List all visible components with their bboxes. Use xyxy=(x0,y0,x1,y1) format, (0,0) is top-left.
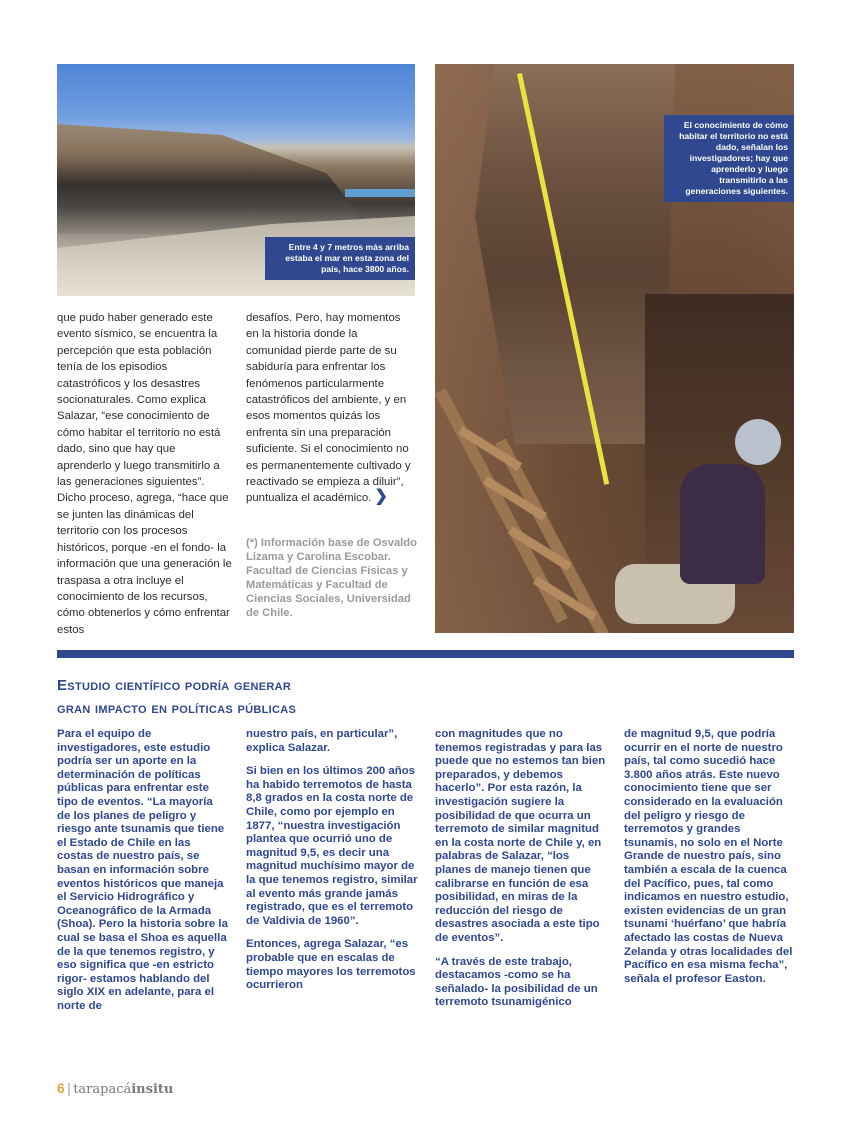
section-divider xyxy=(57,650,794,658)
excavation-photo-caption: El conocimiento de cómo habitar el territorio no está dado, señalan los investigadores; hay que aprenderlo y luego transmitirlo a las generaciones siguientes. xyxy=(664,115,794,202)
lower-paragraph: Entonces, agrega Salazar, “es probable que en escalas de tiempo mayores los terremotos ocurrieron xyxy=(246,938,416,992)
lower-column-4 xyxy=(624,728,796,996)
lower-paragraph: con magnitudes que no tenemos registradas y para las puede que no estemos tan bien preparados, y debemos hacerlo”. Por esta razón, la investigación sugiere la posibilidad de que ocurra un terremoto de similar magnitud en la costa norte de Chile y, en palabras de Salazar, “los planes de manejo tienen que calibrarse en función de esa posibilidad, en miras de la reducción del riesgo de desastres asociada a este tipo de eventos”. xyxy=(435,728,606,944)
lower-paragraph: nuestro país, en particular”, explica Salazar. xyxy=(246,728,398,754)
end-of-article-arrow-icon: ❯ xyxy=(374,488,388,506)
section-heading xyxy=(57,674,477,720)
article-paragraph xyxy=(246,310,416,507)
cliff-strata xyxy=(57,124,357,234)
footer-separator: | xyxy=(66,1082,72,1097)
researcher-hat xyxy=(735,419,781,465)
brand-suffix: insitu xyxy=(131,1082,174,1097)
article-paragraph-text: desafíos. Pero, hay momentos en la historia donde la comunidad pierde parte de su sabiduría para enfrentar los fenómenos particularmente catastróficos del ambiente, y en esos momentos quizás los enfrenta sin una preparación suficiente. Si el conocimiento no es permanentemente cultivado y reactivado se empieza a diluir”, puntualiza el académico. xyxy=(246,312,411,505)
lower-paragraph: “A través de este trabajo, destacamos -como se ha señalado- la posibilidad de un terremoto tsunamigénico xyxy=(435,955,598,1009)
lower-paragraph: de magnitud 9,5, que podría ocurrir en el norte de nuestro país, tal como sucedió hace 3.800 años atrás. Este nuevo conocimiento tiene que ser considerado en la evaluación del peligro y riesgo de terremotos y grandes tsunamis, no solo en el Norte Grande de nuestro país, sino también a escala de la cuenca del Pacífico, pues, tal como indicamos en nuestro estudio, existen evidencias de un gran tsunami ‘huérfano’ que habría afectado las costas de Nueva Zelanda y otras localidades del Pacífico en esa misma fecha”, señala el profesor Easton. xyxy=(624,728,793,985)
cliff-photo-caption: Entre 4 y 7 metros más arriba estaba el mar en esta zona del país, hace 3800 años. xyxy=(265,237,415,280)
researcher-figure xyxy=(680,464,765,584)
lower-column-3 xyxy=(435,728,607,1020)
section-heading-line: gran impacto en políticas públicas xyxy=(57,700,297,717)
lower-paragraph: Si bien en los últimos 200 años ha habido terremotos de hasta 8,8 grados en la costa norte de Chile, como por ejemplo en 1877, “nuestra investigación plantea que ocurrió uno de magnitud 9,5, es decir una magnitud muchísimo mayor de la que tenemos registro, similar al evento más grande jamás registrado, que es el terremoto de Valdivia de 1960”. xyxy=(246,765,418,927)
brand-prefix: tarapacá xyxy=(73,1082,132,1097)
article-paragraph: que pudo haber generado este evento sísmico, se encuentra la percepción que esta población tenía de los episodios catastróficos y los desastres socionaturales. Como explica Salazar, “ese conocimiento de cómo habitar el territorio no está dado, sino que hay que aprenderlo y luego transmitirlo a las generaciones siguientes”. Dicho proceso, agrega, “hace que se junten las dinámicas del territorio con los procesos históricos, porque -en el fondo- la información que una generación le traspasa a otra incluye el conocimiento de los recursos, cómo obtenerlos y cómo enfrentar estos xyxy=(57,312,232,636)
page-footer xyxy=(57,1080,173,1097)
lower-column-2 xyxy=(246,728,418,1003)
page-number: 6 xyxy=(57,1080,65,1096)
source-note: (*) Información base de Osvaldo Lizama y Carolina Escobar. Facultad de Ciencias Físicas y Matemáticas y Facultad de Ciencias Sociales, Universidad de Chile. xyxy=(246,537,417,619)
sea-horizon xyxy=(345,189,415,197)
article-column-1 xyxy=(57,310,232,648)
lower-column-1 xyxy=(57,728,229,1023)
lower-paragraph: Para el equipo de investigadores, este estudio podría ser un aporte en la determinación de políticas públicas para enfrentar este tipo de eventos. “La mayoría de los planes de peligro y riesgo ante tsunamis que tiene el Estado de Chile en las costas de nuestro país, se basan en información sobre eventos históricos que maneja el Servicio Hidrográfico y Oceanográfico de la Armada (Shoa). Pero la historia sobre la cual se basa el Shoa es aquella de la que tenemos registro, y eso significa que -en estricto rigor- estamos hablando del siglo XIX en adelante, para el norte de xyxy=(57,728,228,1012)
article-column-2 xyxy=(246,310,416,517)
section-heading-line: Estudio científico podría generar xyxy=(57,677,292,694)
